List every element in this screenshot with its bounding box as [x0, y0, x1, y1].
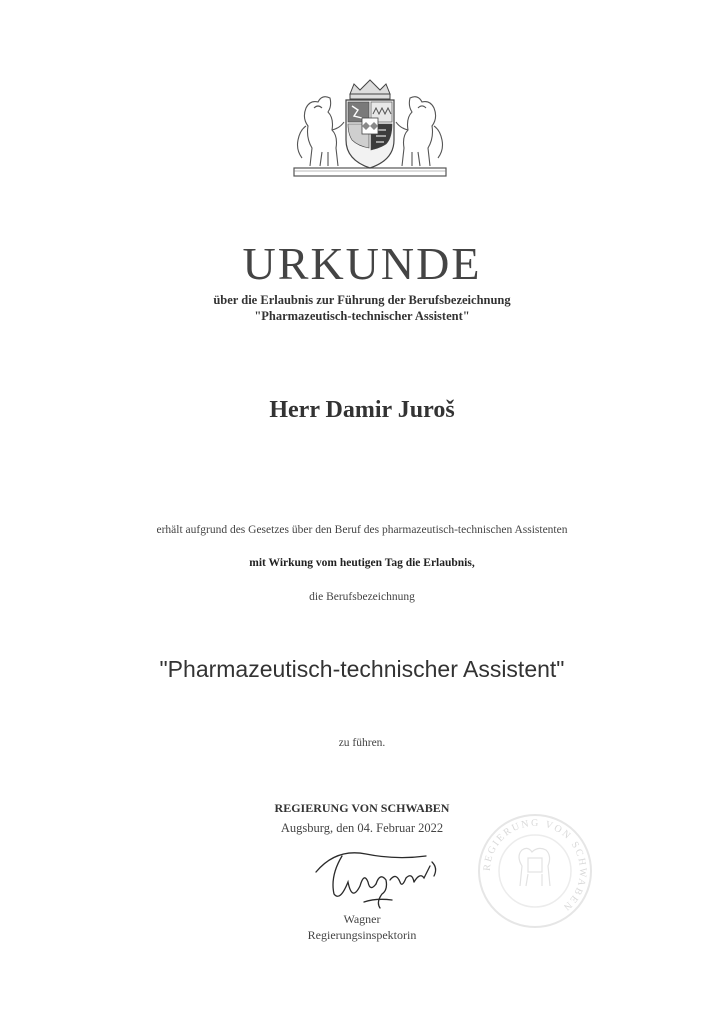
- body-text-line1: erhält aufgrund des Gesetzes über den Beruf des pharmazeutisch-technischen Assistenten: [156, 524, 568, 536]
- body-text-line4: zu führen.: [338, 737, 386, 749]
- certificate-subtitle-line1: über die Erlaubnis zur Führung der Berufsbezeichnung: [213, 293, 511, 307]
- certificate-subtitle-line2: "Pharmazeutisch-technischer Assistent": [254, 309, 470, 323]
- coat-of-arms-icon: [292, 78, 448, 180]
- body-text-line3: die Berufsbezeichnung: [309, 591, 415, 603]
- issuing-authority: REGIERUNG VON SCHWABEN: [274, 801, 450, 815]
- signer-title: Regierungsinspektorin: [307, 928, 417, 942]
- recipient-name: Herr Damir Juroš: [269, 397, 455, 423]
- professional-designation: "Pharmazeutisch-technischer Assistent": [159, 656, 565, 682]
- certificate-title: URKUNDE: [242, 238, 482, 289]
- place-and-date: Augsburg, den 04. Februar 2022: [280, 821, 444, 835]
- svg-text:REGIERUNG VON SCHWABEN: [482, 818, 588, 914]
- seal-text: REGIERUNG VON SCHWABEN: [481, 817, 589, 914]
- embossed-seal-icon: [476, 812, 594, 930]
- signature-icon: [306, 842, 446, 914]
- signer-name: Wagner: [343, 912, 381, 926]
- body-text-line2: mit Wirkung vom heutigen Tag die Erlaubnis,: [249, 557, 475, 569]
